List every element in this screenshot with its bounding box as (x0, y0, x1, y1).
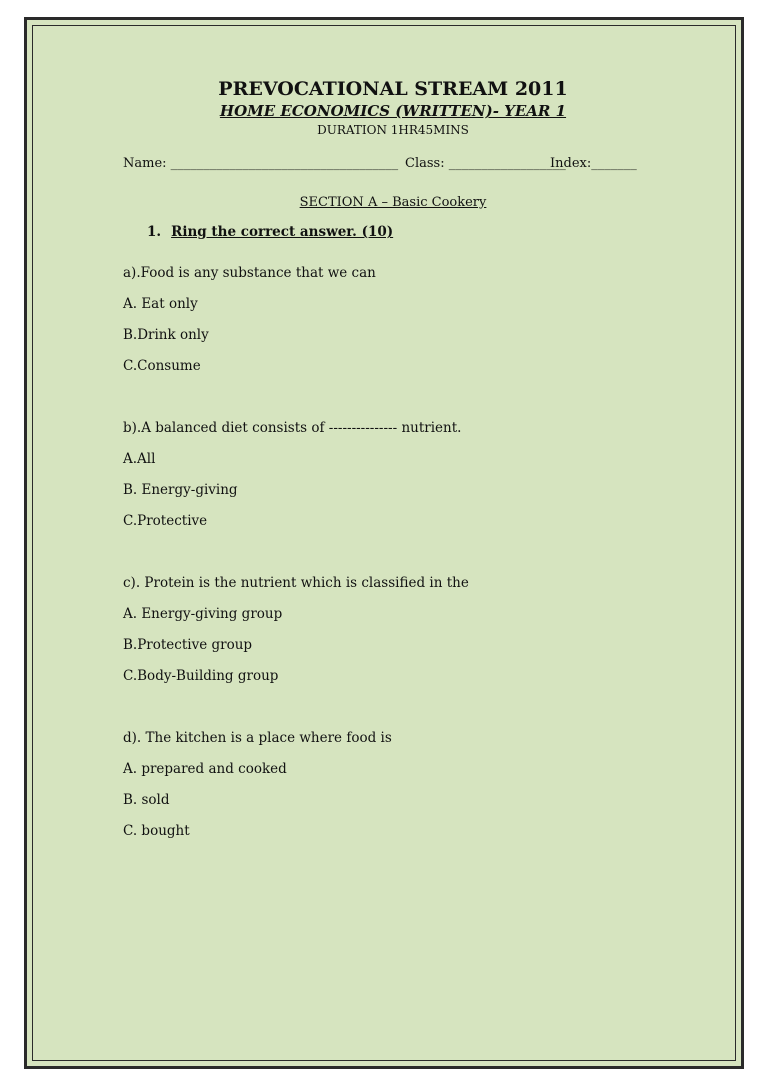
exam-duration: DURATION 1HR45MINS (317, 123, 469, 137)
question-stem: d). The kitchen is a place where food is (123, 730, 392, 746)
answer-option: B. Energy-giving (123, 482, 238, 498)
answer-option: A. prepared and cooked (123, 761, 287, 777)
answer-option: C.Consume (123, 358, 201, 374)
answer-option: B. sold (123, 792, 170, 808)
answer-option: C. bought (123, 823, 190, 839)
answer-option: B.Protective group (123, 637, 253, 653)
section-heading: SECTION A – Basic Cookery (299, 195, 487, 210)
class-field: Class: __________________ (405, 156, 566, 171)
question-b (123, 413, 663, 537)
instruction-text: Ring the correct answer. (10) (171, 224, 394, 240)
answer-option: C.Protective (123, 513, 208, 529)
question-a (123, 258, 663, 382)
index-field: Index:_______ (550, 156, 637, 171)
question-stem: a).Food is any substance that we can (123, 265, 376, 281)
question-stem: c). Protein is the nutrient which is classified in the (123, 575, 469, 591)
exam-content (123, 77, 663, 847)
answer-option: A.All (123, 451, 156, 467)
exam-title: PREVOCATIONAL STREAM 2011 (218, 78, 568, 100)
question-c (123, 568, 663, 692)
exam-subtitle: HOME ECONOMICS (WRITTEN)- YEAR 1 (219, 102, 567, 120)
instruction-number: 1. (147, 224, 162, 240)
question-d (123, 723, 663, 847)
answer-option: A. Energy-giving group (123, 606, 283, 622)
answer-option: B.Drink only (123, 327, 209, 343)
answer-option: C.Body-Building group (123, 668, 279, 684)
student-info-row (123, 156, 663, 176)
answer-option: A. Eat only (123, 296, 198, 312)
question-stem: b).A balanced diet consists of --------------- nutrient. (123, 420, 462, 436)
instruction (123, 224, 663, 240)
name-field: Name: ___________________________________ (123, 156, 399, 171)
